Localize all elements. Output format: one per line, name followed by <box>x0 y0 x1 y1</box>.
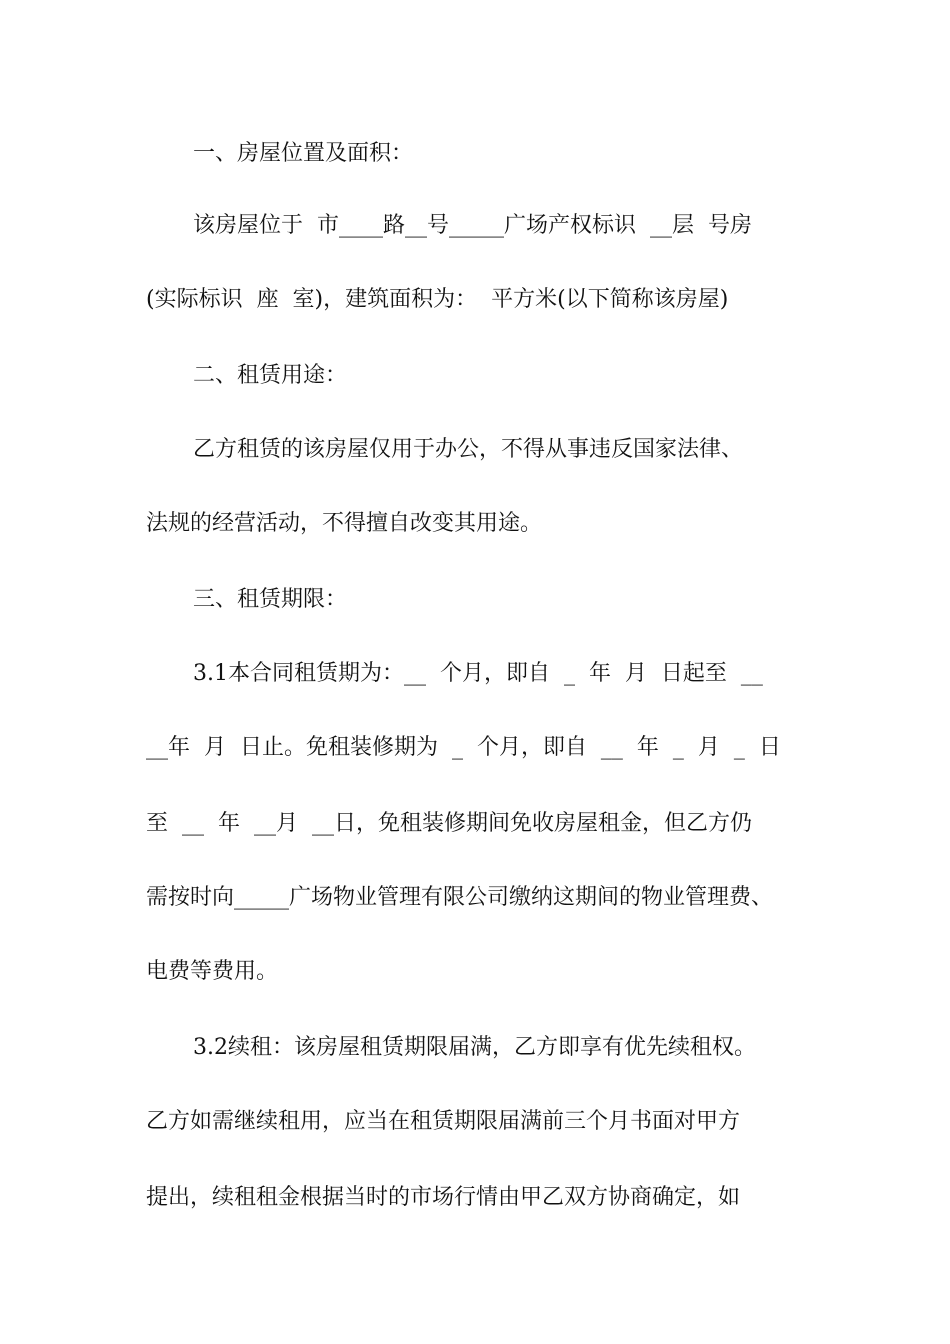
paragraph-line: 提出，续租租金根据当时的市场行情由甲乙双方协商确定，如 <box>146 1185 741 1210</box>
section-heading-lease-use: 二、租赁用途： <box>193 363 348 388</box>
paragraph-line: (实际标识 座 室)，建筑面积为： 平方米(以下简称该房屋) <box>146 287 729 312</box>
paragraph-line: 乙方租赁的该房屋仅用于办公，不得从事违反国家法律、 <box>193 437 744 462</box>
section-heading-location-area: 一、房屋位置及面积： <box>193 141 414 166</box>
paragraph-line: 至 __ 年 __月 __日，免租装修期间免收房屋租金，但乙方仍 <box>146 811 752 836</box>
paragraph-line: 该房屋位于 市____路__号_____广场产权标识 __层 号房 <box>193 213 752 238</box>
paragraph-line: 乙方如需继续租用，应当在租赁期限届满前三个月书面对甲方 <box>146 1109 741 1134</box>
paragraph-line: 需按时向_____广场物业管理有限公司缴纳这期间的物业管理费、 <box>146 885 774 910</box>
paragraph-line: 电费等费用。 <box>146 959 279 984</box>
paragraph-line: __年 月 日止。免租装修期为 _ 个月，即自 __ 年 _ 月 _ 日 <box>146 735 781 760</box>
paragraph-line: 3.2续租：该房屋租赁期限届满，乙方即享有优先续租权。 <box>193 1035 756 1060</box>
paragraph-line: 3.1本合同租赁期为：__ 个月，即自 _ 年 月 日起至 __ <box>193 661 763 686</box>
paragraph-line: 法规的经营活动，不得擅自改变其用途。 <box>146 511 543 536</box>
section-heading-lease-term: 三、租赁期限： <box>193 587 348 612</box>
